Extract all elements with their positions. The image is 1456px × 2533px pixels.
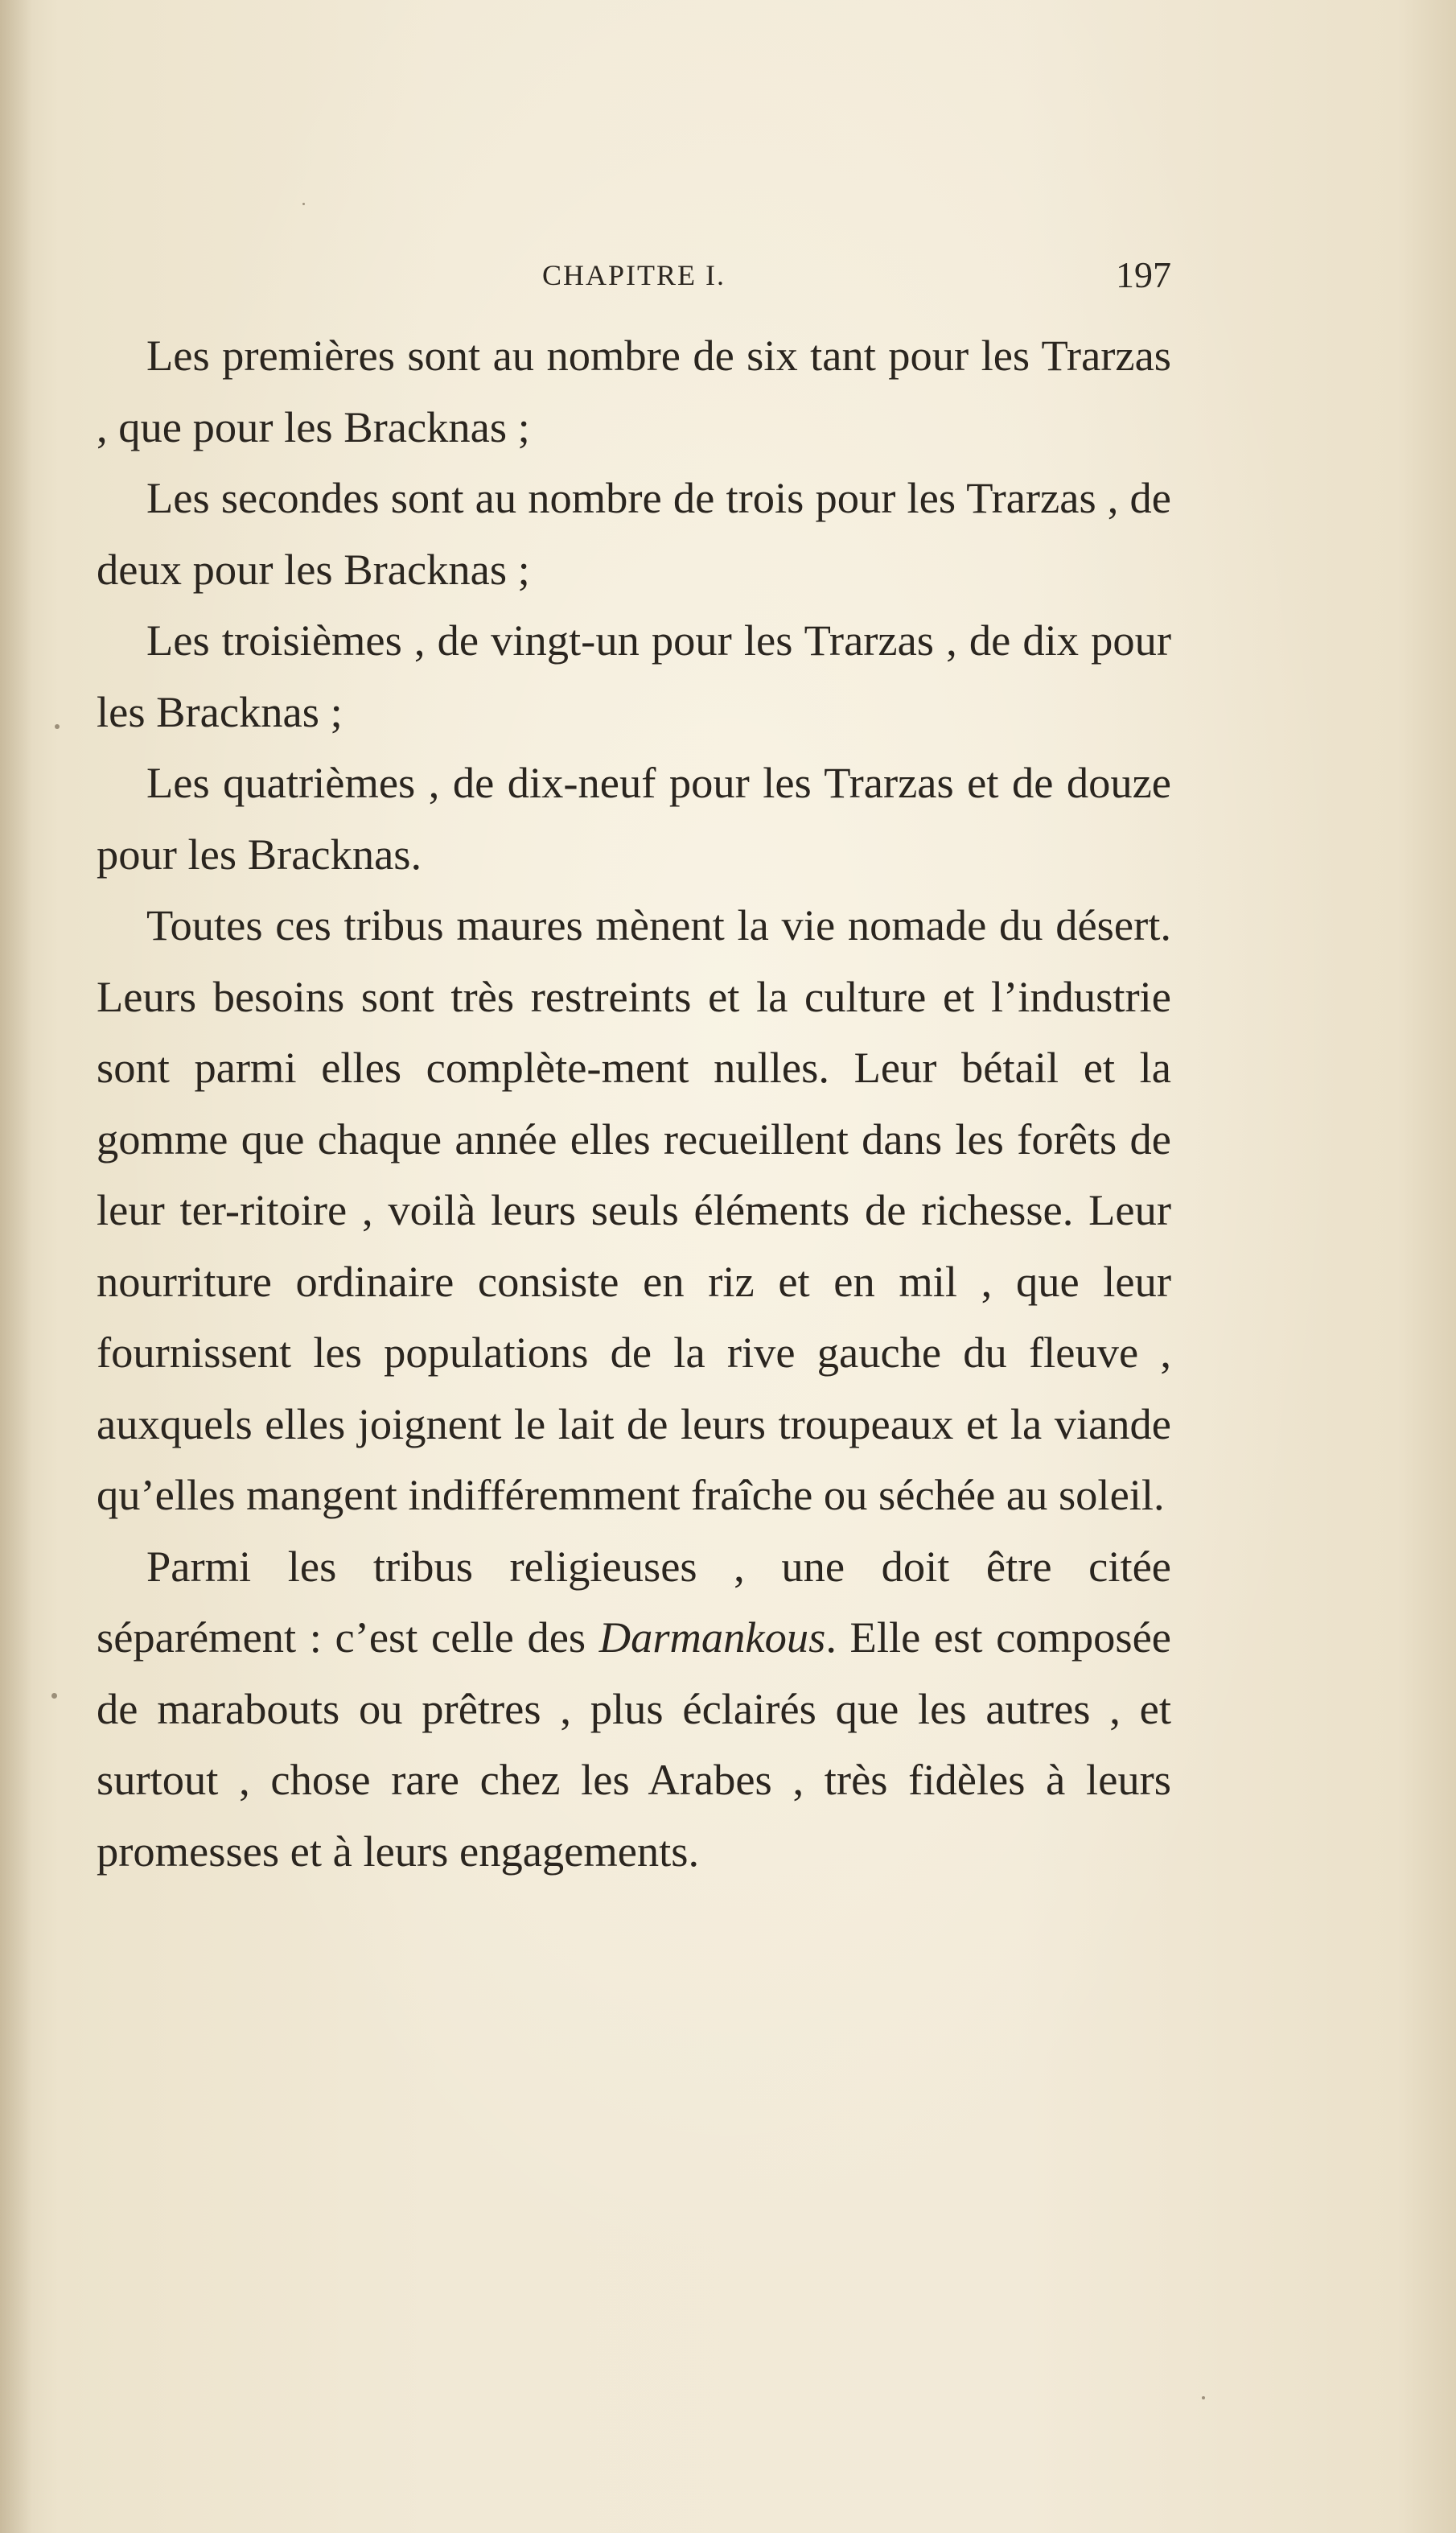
paragraph: Les premières sont au nombre de six tant pour les Trarzas , que pour les Bracknas ; xyxy=(97,331,1171,451)
paragraph-text: Parmi les tribus religieuses , une doit être citée séparément : c’est celle des xyxy=(97,1541,1171,1662)
paper-speck xyxy=(55,724,60,729)
page-gutter-shadow xyxy=(0,0,32,2533)
paper-speck xyxy=(302,203,305,205)
paper-speck xyxy=(1202,2396,1205,2399)
paragraph: Toutes ces tribus maures mènent la vie nomade du désert. Leurs besoins sont très restreints et la culture et l’industrie sont parmi elles complète-ment nulles. Leur bétail et la gomme que chaque année elles recueillent dans les forêts de leur ter-ritoire , voilà leurs seuls éléments de richesse. Leur nourriture ordinaire consiste en riz et en mil , que leur fournissent les populations de la rive gauche du fleuve , auxquels elles joignent le lait de leurs troupeaux et la viande qu’elles mangent indifféremment fraîche ou séchée au soleil. xyxy=(97,900,1171,1519)
tribe-name-italic: Darmankous xyxy=(598,1612,826,1662)
paragraph-text: . Elle est composée de marabouts ou prêtres , plus éclairés que les autres , et surtout , chose rare chez les Arabes , très fidèles à leurs promesses et à leurs engagements. xyxy=(97,1612,1171,1876)
running-title: CHAPITRE I. xyxy=(542,259,726,291)
page-header xyxy=(97,251,1171,299)
paragraph: Les troisièmes , de vingt-un pour les Trarzas , de dix pour les Bracknas ; xyxy=(97,616,1171,736)
paragraph: Les quatrièmes , de dix-neuf pour les Trarzas et de douze pour les Bracknas. xyxy=(97,758,1171,879)
paragraph xyxy=(97,1531,1171,1888)
paragraph: Les secondes sont au nombre de trois pour les Trarzas , de deux pour les Bracknas ; xyxy=(97,473,1171,594)
page-body xyxy=(97,320,1171,1887)
page-number: 197 xyxy=(1116,254,1171,295)
paper-speck xyxy=(51,1693,57,1699)
